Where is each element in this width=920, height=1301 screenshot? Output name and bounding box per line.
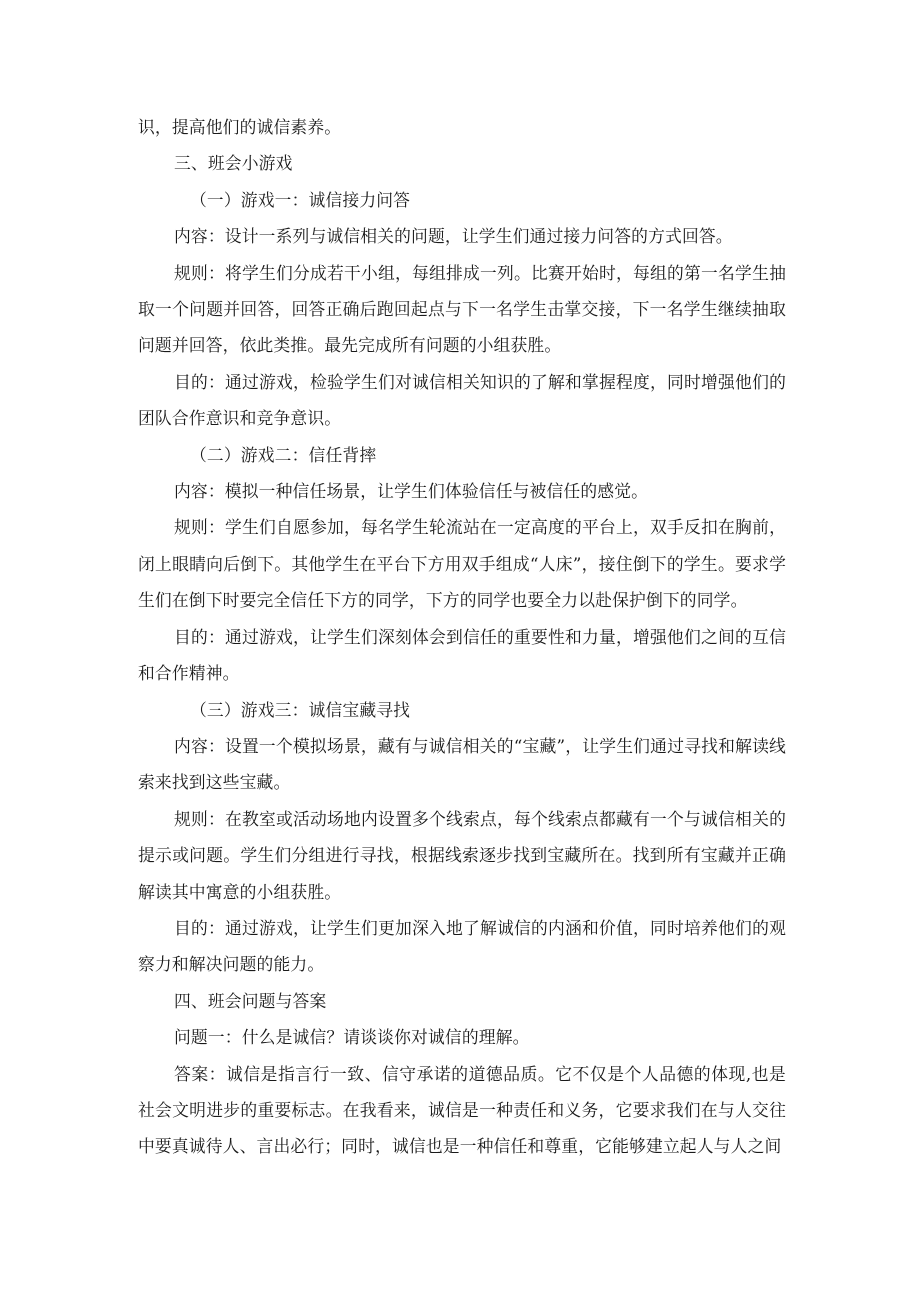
subheading-game-one: （一）游戏一：诚信接力问答 bbox=[190, 189, 411, 210]
document-body bbox=[138, 109, 786, 1165]
game-three-content: 内容：设置一个模拟场景，藏有与诚信相关的“宝藏”，让学生们通过寻找和解读线索来找到这些宝藏。 bbox=[138, 735, 786, 793]
game-one-rules: 规则：将学生们分成若干小组，每组排成一列。比赛开始时，每组的第一名学生抽取一个问题并回答，回答正确后跑回起点与下一名学生击掌交接，下一名学生继续抽取问题并回答，依此类推。最先完成所有问题的小组获胜。 bbox=[138, 262, 786, 356]
game-one-content: 内容：设计一系列与诚信相关的问题，让学生们通过接力问答的方式回答。 bbox=[174, 226, 733, 247]
game-two-rules: 规则：学生们自愿参加，每名学生轮流站在一定高度的平台上，双手反扣在胸前，闭上眼睛向后倒下。其他学生在平台下方用双手组成“人床”，接住倒下的学生。要求学生们在倒下时要完全信任下方的同学，下方的同学也要全力以赴保护倒下的同学。 bbox=[138, 517, 786, 611]
game-two-purpose: 目的：通过游戏，让学生们深刻体会到信任的重要性和力量，增强他们之间的互信和合作精神。 bbox=[138, 626, 786, 684]
section-heading-class-games: 三、班会小游戏 bbox=[174, 153, 293, 174]
paragraph-continuation: 识，提高他们的诚信素养。 bbox=[138, 117, 342, 137]
game-three-rules: 规则：在教室或活动场地内设置多个线索点，每个线索点都藏有一个与诚信相关的提示或问题。学生们分组进行寻找，根据线索逐步找到宝藏所在。找到所有宝藏并正确解读其中寓意的小组获胜。 bbox=[138, 808, 786, 902]
section-heading-questions: 四、班会问题与答案 bbox=[174, 990, 327, 1011]
game-two-content: 内容：模拟一种信任场景，让学生们体验信任与被信任的感觉。 bbox=[174, 481, 649, 502]
game-one-purpose: 目的：通过游戏，检验学生们对诚信相关知识的了解和掌握程度，同时增强他们的团队合作意识和竞争意识。 bbox=[138, 371, 786, 429]
answer-one: 答案：诚信是指言行一致、信守承诺的道德品质。它不仅是个人品德的体现,也是社会文明进步的重要标志。在我看来，诚信是一种责任和义务，它要求我们在与人交往中要真诚待人、言出必行；同时，诚信也是一种信任和尊重，它能够建立起人与人之间 bbox=[138, 1063, 786, 1157]
question-one: 问题一：什么是诚信？请谈谈你对诚信的理解。 bbox=[174, 1027, 530, 1048]
game-three-purpose: 目的：通过游戏，让学生们更加深入地了解诚信的内涵和价值，同时培养他们的观察力和解决问题的能力。 bbox=[138, 917, 786, 975]
subheading-game-two: （二）游戏二：信任背摔 bbox=[190, 444, 377, 465]
subheading-game-three: （三）游戏三：诚信宝藏寻找 bbox=[190, 699, 411, 720]
